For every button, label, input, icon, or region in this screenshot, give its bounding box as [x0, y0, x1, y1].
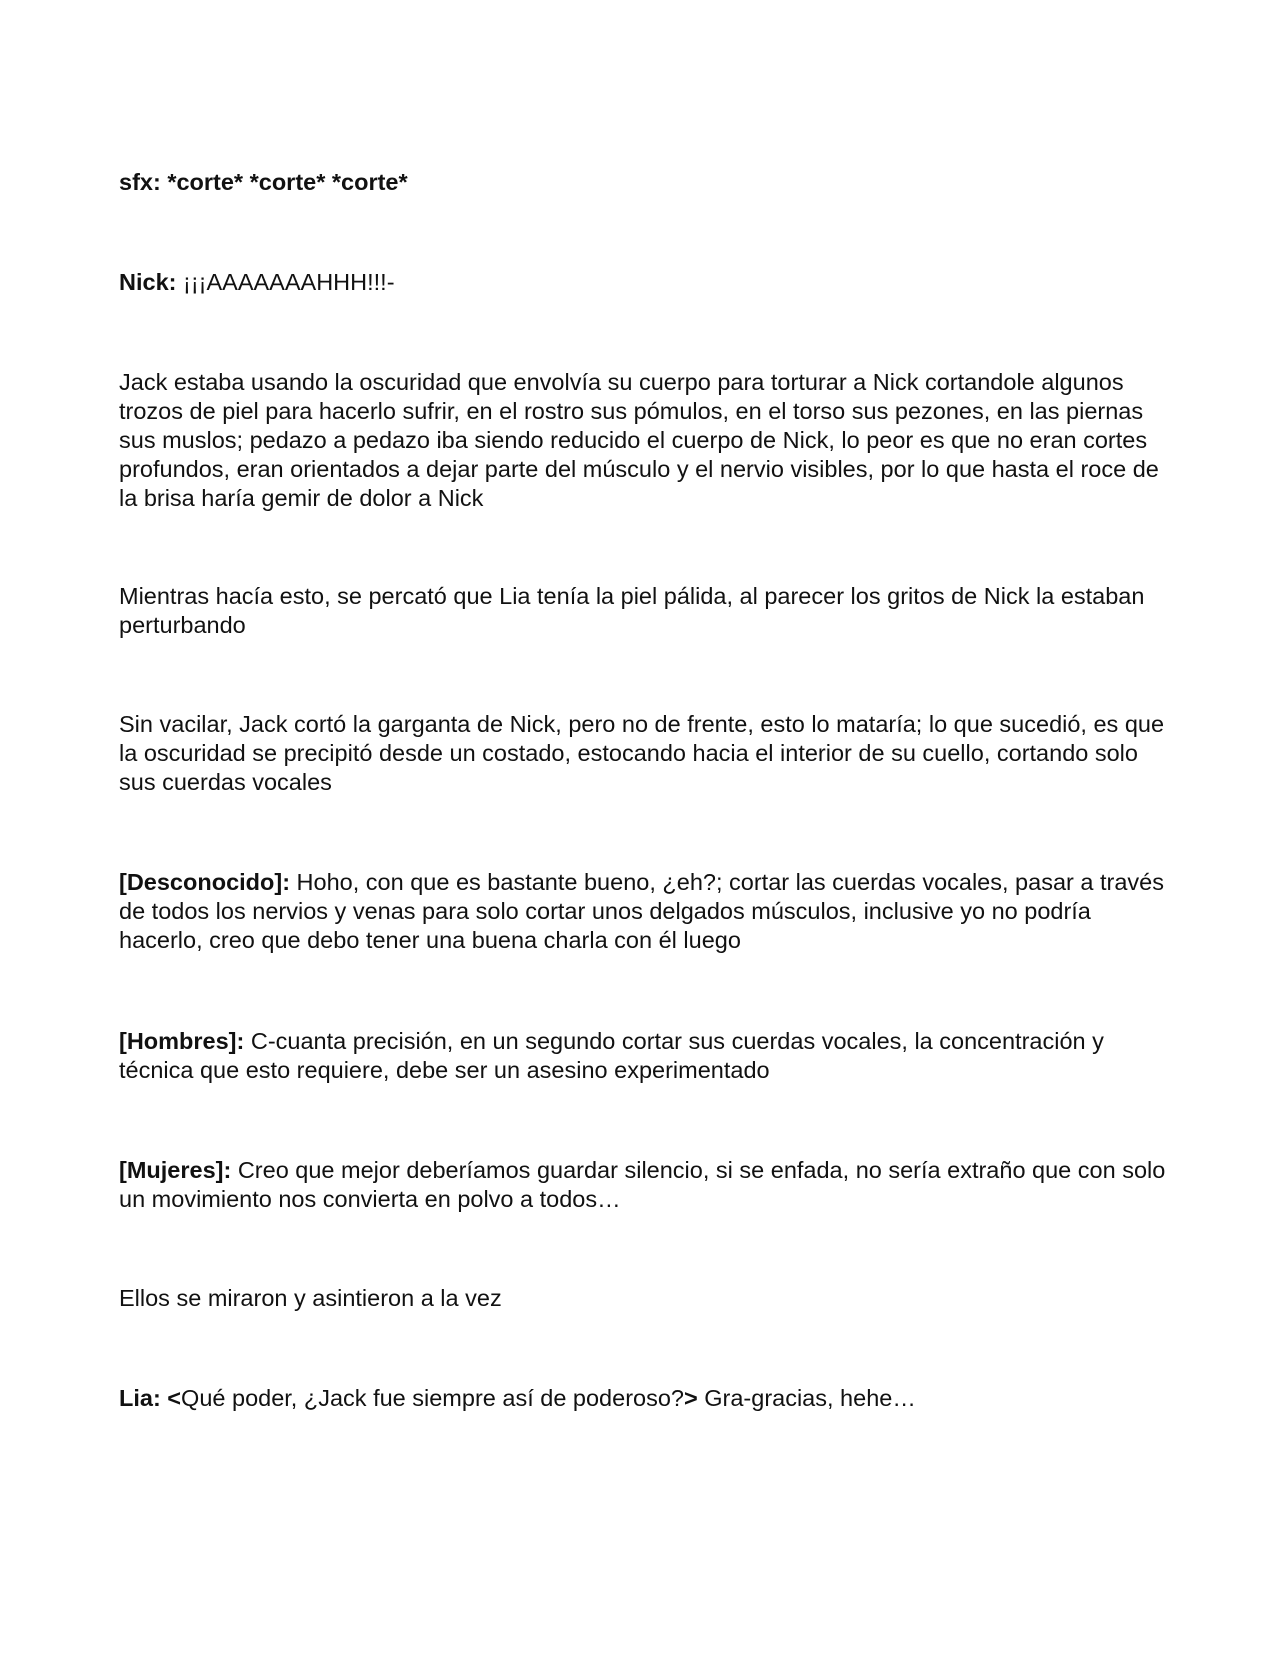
desconocido-speaker: [Desconocido]:	[119, 869, 291, 895]
sfx-text: *corte* *corte* *corte*	[160, 169, 408, 195]
nick-text: ¡¡¡AAAAAAAHHH!!!-	[176, 269, 395, 295]
nick-speaker: Nick:	[119, 269, 177, 295]
lia-thought: Qué poder, ¿Jack fue siempre así de poderoso?	[181, 1385, 684, 1411]
lia-thought-close: >	[683, 1385, 698, 1411]
sfx-label: sfx:	[119, 169, 161, 195]
nick-dialogue	[119, 268, 395, 297]
hombres-dialogue	[119, 1027, 1169, 1085]
lia-dialogue	[119, 1384, 916, 1413]
lia-text: Gra-gracias, hehe…	[697, 1385, 916, 1411]
hombres-speaker: [Hombres]:	[119, 1028, 245, 1054]
desconocido-text: Hoho, con que es bastante bueno, ¿eh?; cortar las cuerdas vocales, pasar a través de todos los nervios y venas para solo cortar unos delgados músculos, inclusive yo no podría hacerlo, creo que debo tener una buena charla con él luego	[119, 869, 1164, 953]
desconocido-dialogue	[119, 868, 1169, 955]
narration-paragraph-4: Ellos se miraron y asintieron a la vez	[119, 1285, 502, 1311]
narration-paragraph-3: Sin vacilar, Jack cortó la garganta de Nick, pero no de frente, esto lo mataría; lo que sucedió, es que la oscuridad se precipitó desde un costado, estocando hacia el interior de su cuello, cortando solo sus cuerdas vocales	[119, 711, 1165, 795]
mujeres-speaker: [Mujeres]:	[119, 1157, 232, 1183]
hombres-text: C-cuanta precisión, en un segundo cortar sus cuerdas vocales, la concentración y técnica que esto requiere, debe ser un asesino experimentado	[119, 1028, 1104, 1083]
sfx-line	[119, 168, 408, 197]
mujeres-dialogue	[119, 1156, 1169, 1214]
narration-paragraph-2: Mientras hacía esto, se percató que Lia tenía la piel pálida, al parecer los gritos de Nick la estaban perturbando	[119, 583, 1145, 638]
mujeres-text: Creo que mejor deberíamos guardar silencio, si se enfada, no sería extraño que con solo un movimiento nos convierta en polvo a todos…	[119, 1157, 1166, 1212]
lia-speaker: Lia:	[119, 1385, 161, 1411]
lia-thought-open: <	[160, 1385, 182, 1411]
narration-paragraph-1: Jack estaba usando la oscuridad que envolvía su cuerpo para torturar a Nick cortandole algunos trozos de piel para hacerlo sufrir, en el rostro sus pómulos, en el torso sus pezones, en las piernas sus muslos; pedazo a pedazo iba siendo reducido el cuerpo de Nick, lo peor es que no eran cortes profundos, eran orientados a dejar parte del músculo y el nervio visibles, por lo que hasta el roce de la brisa haría gemir de dolor a Nick	[119, 369, 1159, 511]
